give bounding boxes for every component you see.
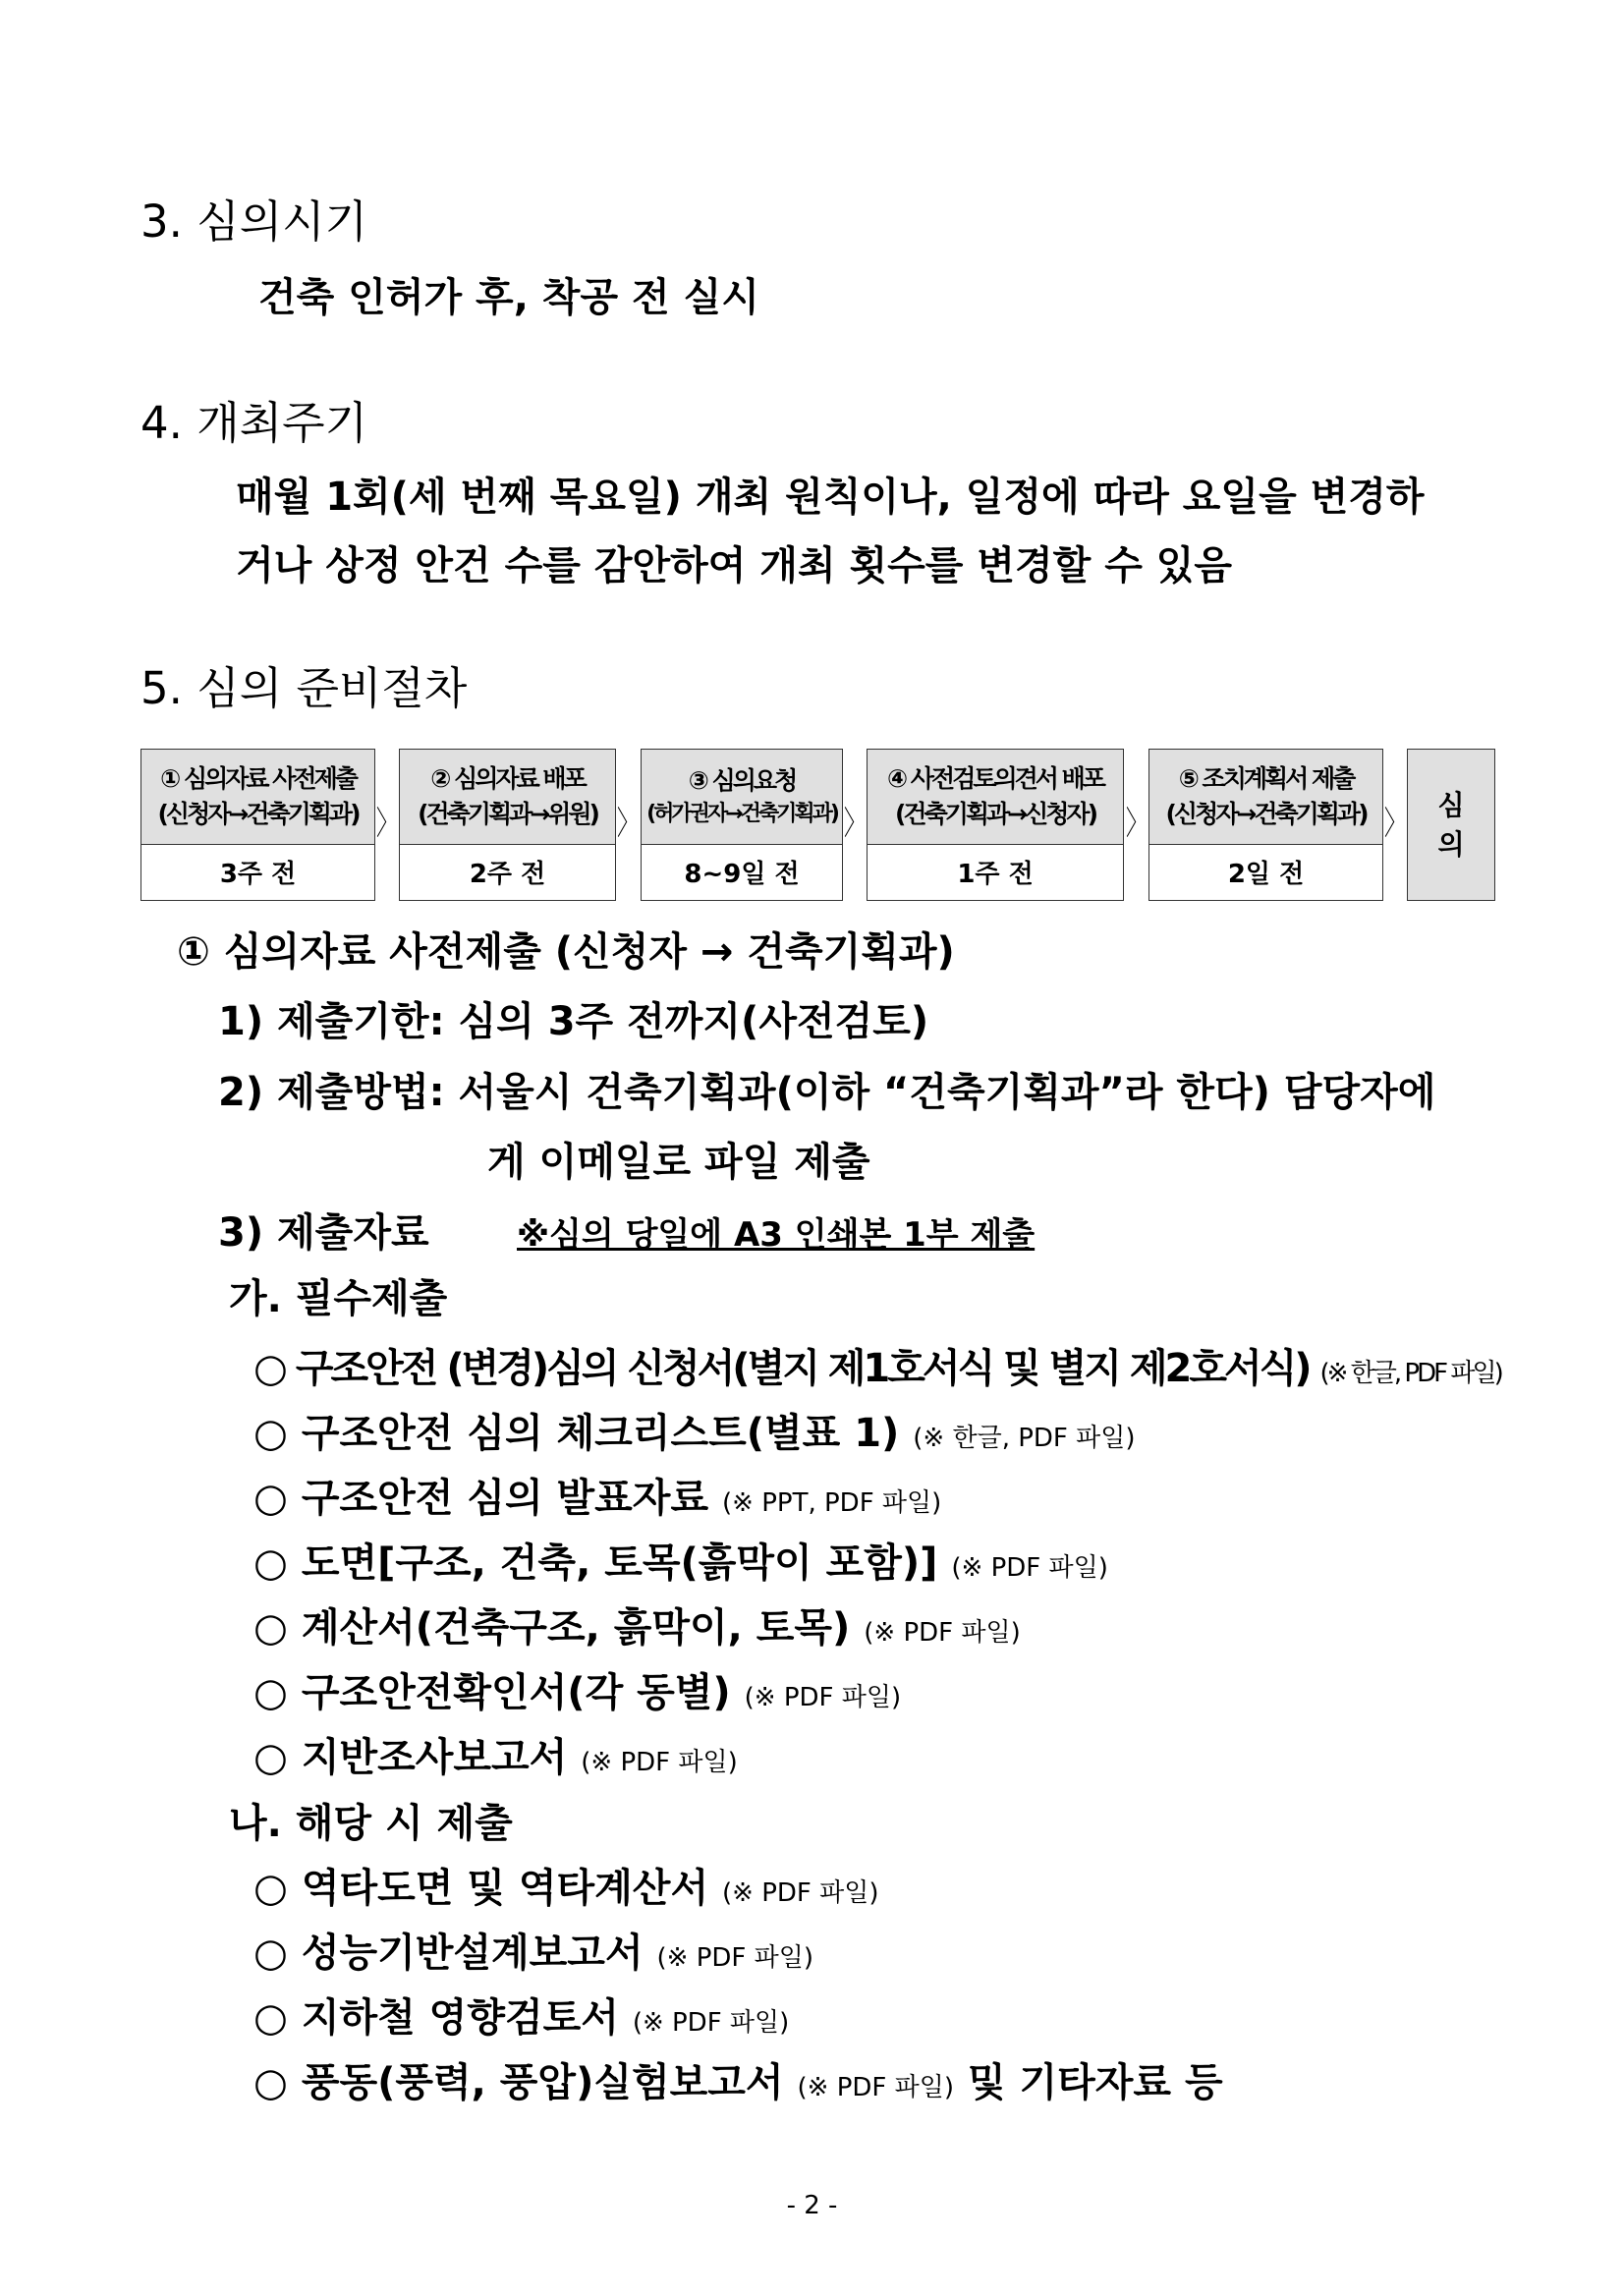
step-flow: (건축기획과→신청자) bbox=[895, 800, 1095, 828]
flow-step-3 bbox=[641, 749, 843, 901]
section-3-text: 건축 인허가 후, 착공 전 실시 bbox=[258, 275, 759, 320]
list-item: ○ 풍동(풍력, 풍압)실험보고서 (※ PDF 파일) 및 기타자료 등 bbox=[253, 2060, 1223, 2105]
step-flow: (허가권자→건축기획과) bbox=[646, 802, 837, 827]
list-item: ○ 성능기반설계보고서 (※ PDF 파일) bbox=[253, 1931, 814, 1976]
step-when: 8~9일 전 bbox=[684, 860, 800, 889]
list-item: ○ 도면[구조, 건축, 토목(흙막이 포함)] (※ PDF 파일) bbox=[253, 1540, 1108, 1586]
arrow-icon: 〉 bbox=[375, 806, 398, 843]
materials-note: ※심의 당일에 A3 인쇄본 1부 제출 bbox=[517, 1215, 1036, 1255]
section-3-title: 3. 심의시기 bbox=[140, 196, 368, 248]
step-when: 1주 전 bbox=[957, 860, 1034, 889]
flow-step-1 bbox=[140, 749, 375, 901]
subsection-1-title: ① 심의자료 사전제출 (신청자 → 건축기획과) bbox=[177, 929, 955, 975]
list-item: ○ 계산서(건축구조, 흙막이, 토목) (※ PDF 파일) bbox=[253, 1605, 1021, 1651]
list-item: ○ 구조안전 심의 체크리스트(별표 1) (※ 한글, PDF 파일) bbox=[253, 1411, 1136, 1456]
list-item: ○ 역타도면 및 역타계산서 (※ PDF 파일) bbox=[253, 1866, 879, 1911]
required-heading: 가. 필수제출 bbox=[229, 1276, 448, 1321]
step-flow: (신청자→건축기획과) bbox=[157, 800, 359, 828]
list-item: ○ 구조안전확인서(각 동별) (※ PDF 파일) bbox=[253, 1670, 902, 1715]
arrow-icon: 〉 bbox=[843, 806, 866, 843]
step-name: ④ 사전검토의견서 배포 bbox=[887, 763, 1103, 793]
section-4-line1: 매월 1회(세 번째 목요일) 개최 원칙이나, 일정에 따라 요일을 변경하 bbox=[236, 475, 1425, 520]
flow-step-5 bbox=[1148, 749, 1383, 901]
final-char: 심 bbox=[1437, 789, 1465, 822]
step-when: 2일 전 bbox=[1227, 860, 1305, 889]
list-item: ○ 지하철 영향검토서 (※ PDF 파일) bbox=[253, 1995, 790, 2041]
page-number: - 2 - bbox=[786, 2191, 838, 2220]
section-5-title: 5. 심의 준비절차 bbox=[140, 662, 468, 714]
flow-step-4 bbox=[867, 749, 1124, 901]
flow-step-2 bbox=[399, 749, 616, 901]
arrow-icon: 〉 bbox=[616, 806, 639, 843]
final-char: 의 bbox=[1437, 827, 1465, 861]
item-method-cont: 게 이메일로 파일 제출 bbox=[487, 1140, 870, 1185]
step-flow: (신청자→건축기획과) bbox=[1165, 800, 1367, 828]
list-item: ○ 지반조사보고서 (※ PDF 파일) bbox=[253, 1735, 738, 1780]
step-when: 3주 전 bbox=[219, 860, 297, 889]
item-materials: 3) 제출자료 bbox=[218, 1210, 429, 1256]
list-item: ○ 구조안전 심의 발표자료 (※ PPT, PDF 파일) bbox=[253, 1476, 942, 1521]
section-4-title: 4. 개최주기 bbox=[140, 397, 368, 449]
arrow-icon: 〉 bbox=[1125, 806, 1148, 843]
step-when: 2주 전 bbox=[469, 860, 546, 889]
list-item: ○ 구조안전 (변경)심의 신청서(별지 제1호서식 및 별지 제2호서식) (※ 한글, PDF 파일) bbox=[253, 1346, 1501, 1391]
step-flow: (건축기획과→위원) bbox=[418, 800, 597, 828]
item-method: 2) 제출방법: 서울시 건축기획과(이하 “건축기획과”라 한다) 담당자에 bbox=[218, 1070, 1436, 1115]
step-name: ① 심의자료 사전제출 bbox=[160, 763, 356, 793]
item-deadline: 1) 제출기한: 심의 3주 전까지(사전검토) bbox=[218, 999, 929, 1044]
optional-heading: 나. 해당 시 제출 bbox=[229, 1801, 513, 1846]
flow-final-review bbox=[1407, 749, 1495, 901]
step-name: ③ 심의요청 bbox=[688, 765, 796, 795]
section-4-line2: 거나 상정 안건 수를 감안하여 개최 횟수를 변경할 수 있음 bbox=[236, 543, 1233, 588]
arrow-icon: 〉 bbox=[1383, 806, 1406, 843]
step-name: ② 심의자료 배포 bbox=[430, 763, 585, 793]
step-name: ⑤ 조치계획서 제출 bbox=[1178, 763, 1354, 793]
